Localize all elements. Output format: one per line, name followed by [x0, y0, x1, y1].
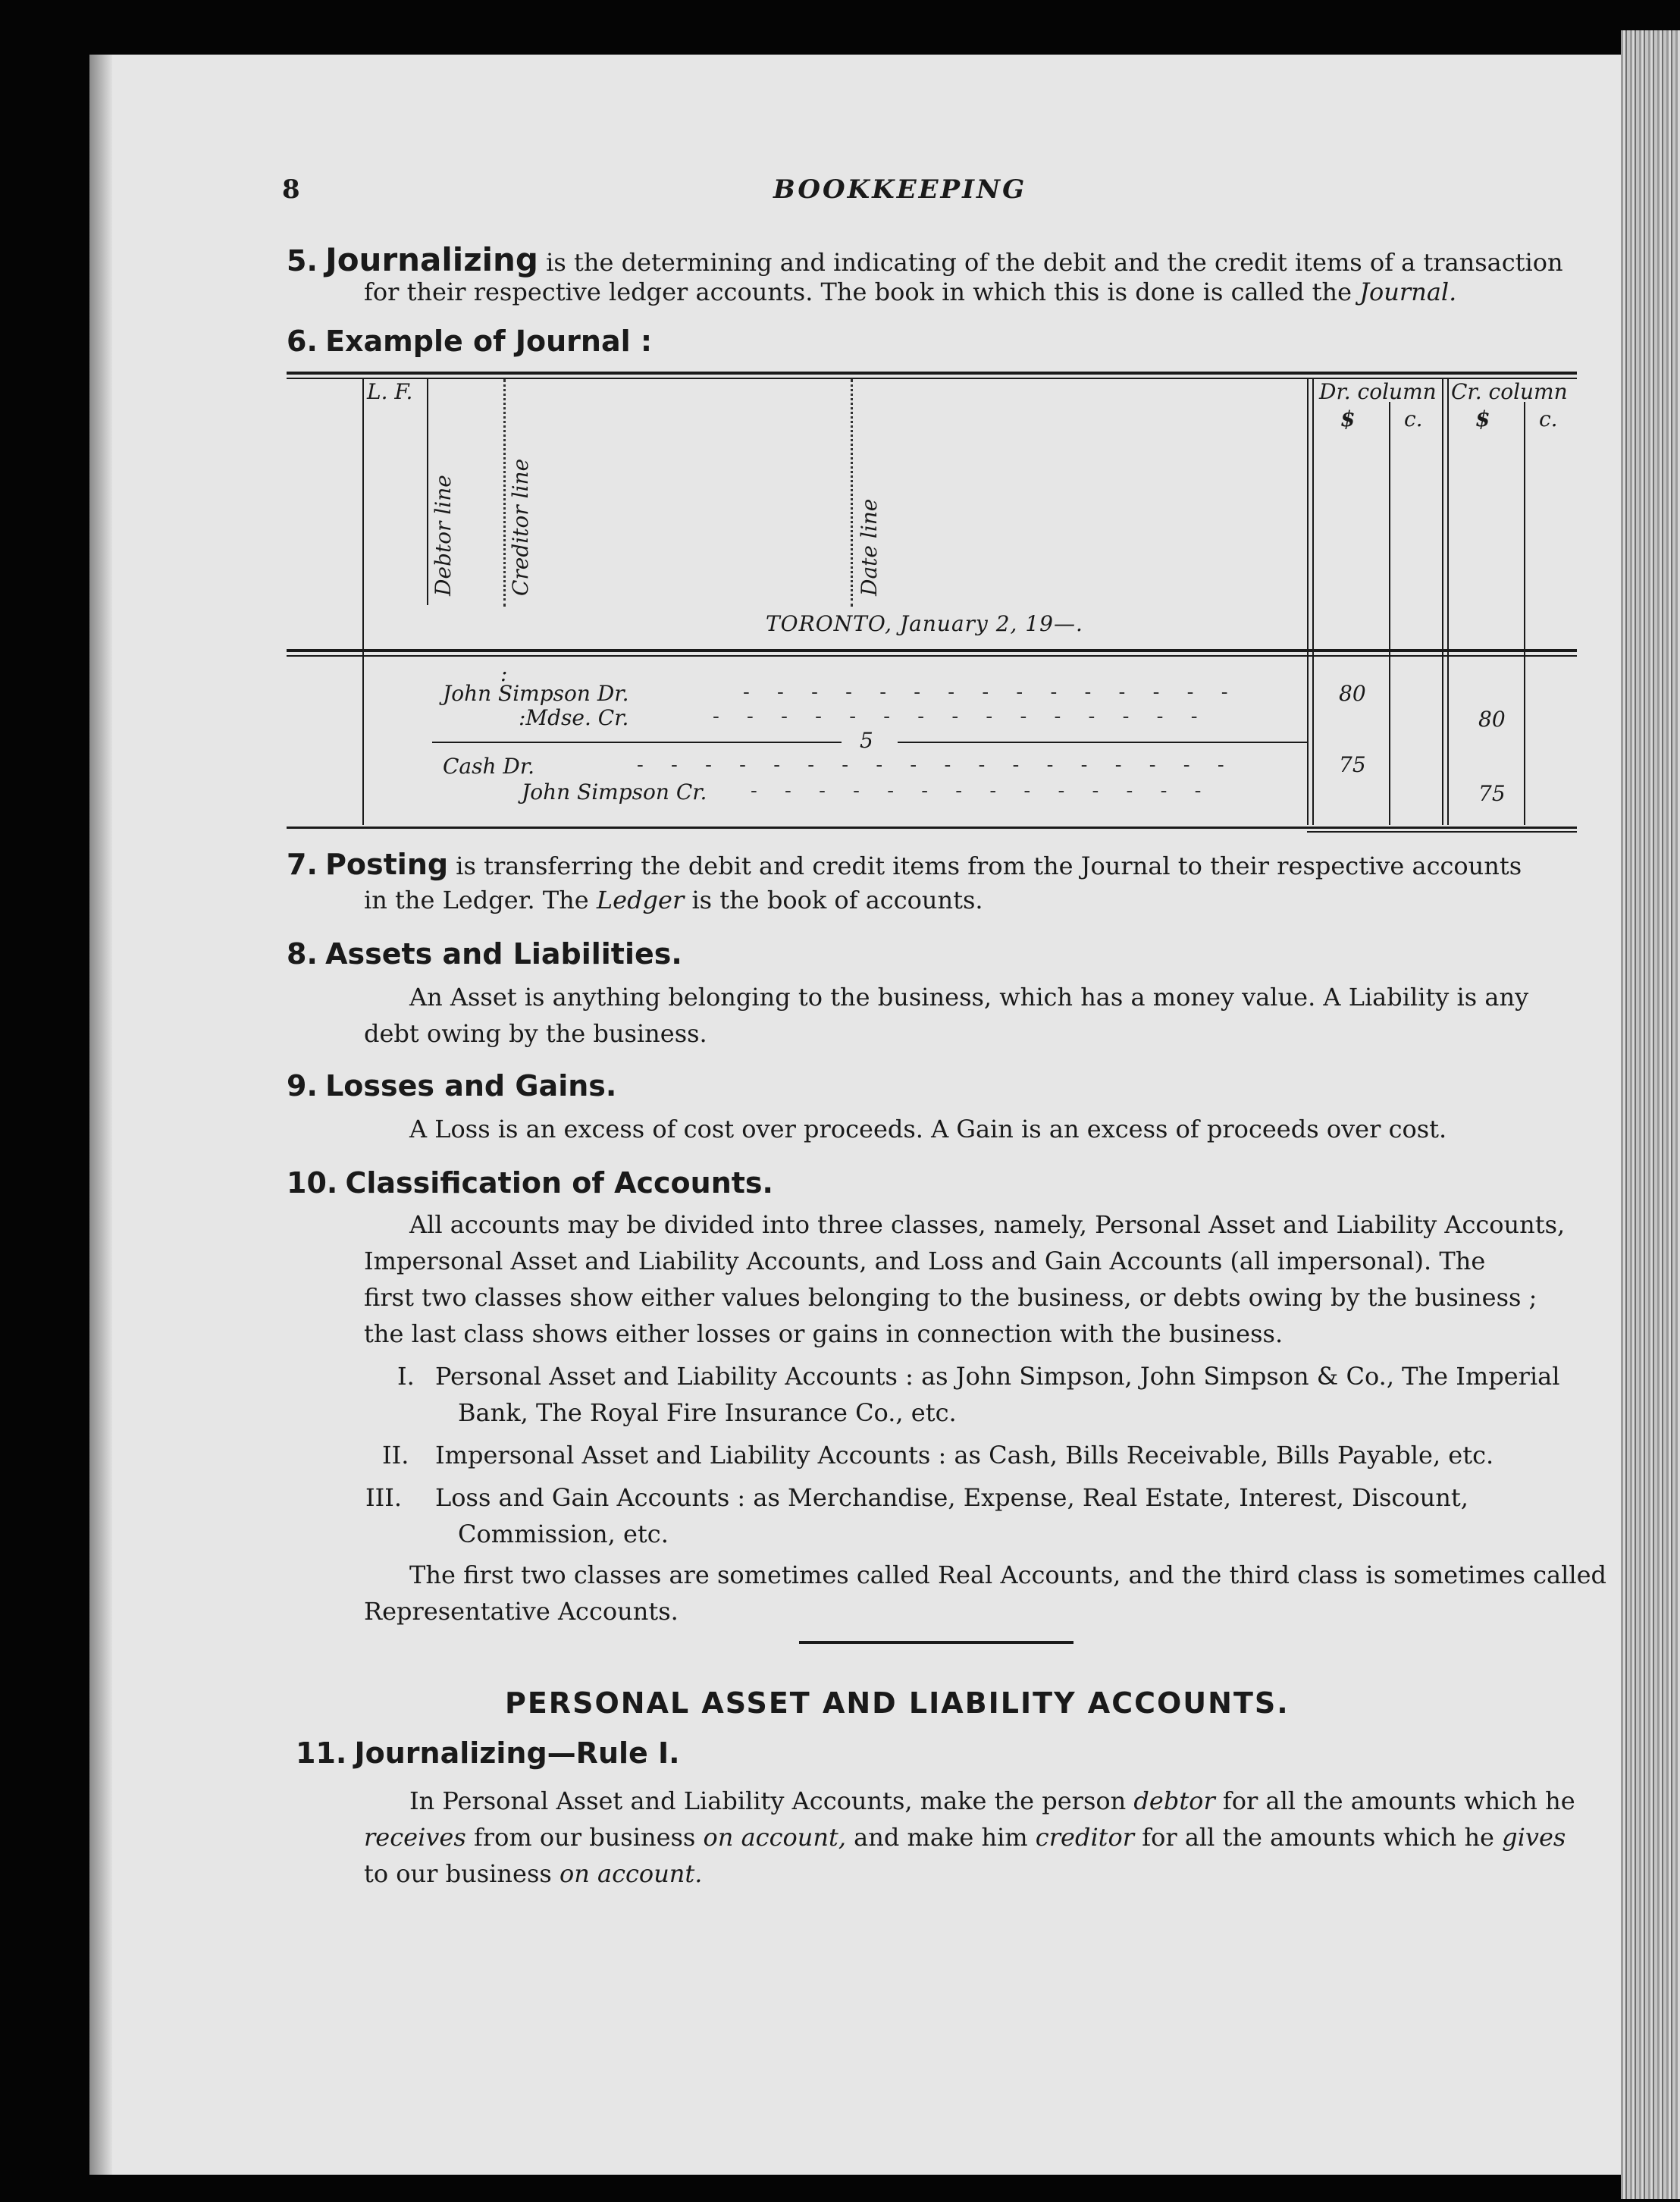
section-5-line-2	[364, 278, 1456, 306]
journal-row-4-text: John Simpson Cr.	[522, 779, 707, 805]
class-ii-number: II.	[382, 1441, 409, 1470]
section-text: for all the amounts which he	[1222, 1786, 1575, 1815]
section-10-heading	[287, 1166, 773, 1200]
cr-dollars-header: $	[1475, 406, 1490, 431]
section-11-line-1	[409, 1786, 1575, 1815]
section-9-line-1: A Loss is an excess of cost over proceeds. A Gain is an excess of proceeds over cost.	[409, 1115, 1447, 1143]
running-head: BOOKKEEPING	[773, 174, 1027, 205]
section-11-heading	[296, 1736, 680, 1770]
page-number: 8	[282, 174, 300, 205]
journal-row-3-text: Cash Dr.	[443, 754, 535, 779]
creditor-line-label: Creditor line	[508, 458, 533, 596]
section-title: Classification of Accounts.	[345, 1166, 773, 1200]
date-line-label: Date line	[857, 498, 882, 596]
section-number: 6.	[287, 325, 318, 358]
section-heading: PERSONAL ASSET AND LIABILITY ACCOUNTS.	[505, 1686, 1290, 1720]
section-title: Journalizing—Rule I.	[354, 1736, 680, 1770]
section-title: Journalizing	[325, 241, 538, 278]
section-6-heading	[287, 325, 652, 358]
emphasis-text: Ledger	[596, 886, 685, 914]
section-text: to our business	[364, 1859, 552, 1888]
lf-column-header: L. F.	[367, 379, 413, 404]
journal-row-1-text: John Simpson Dr.	[443, 681, 629, 706]
journal-date-heading: TORONTO, January 2, 19—.	[766, 611, 1083, 636]
section-10-para-1-line-4: the last class shows either losses or gains in connection with the business.	[364, 1319, 1284, 1348]
section-8-line-1: An Asset is anything belonging to the business, which has a money value. A Liability is any	[409, 983, 1529, 1012]
section-title: Posting	[325, 848, 449, 881]
dr-cents-header: c.	[1404, 406, 1423, 431]
section-10-para-1-line-2: Impersonal Asset and Liability Accounts, and Loss and Gain Accounts (all impersonal). The	[364, 1247, 1486, 1275]
section-title: Assets and Liabilities.	[325, 937, 682, 971]
section-5-line-1	[287, 241, 1563, 278]
class-i-line-1: Personal Asset and Liability Accounts : as John Simpson, John Simpson & Co., The Imperial	[435, 1362, 1560, 1391]
page-gutter	[89, 55, 112, 2175]
class-iii-number: III.	[365, 1483, 403, 1512]
section-title: Example of Journal :	[325, 325, 653, 358]
class-i-number: I.	[397, 1362, 415, 1391]
section-10-para-2-line-2: Representative Accounts.	[364, 1597, 679, 1626]
section-text: In Personal Asset and Liability Accounts, make the person	[409, 1786, 1127, 1815]
section-number: 11.	[296, 1736, 347, 1770]
section-text: is the book of accounts.	[691, 886, 983, 914]
class-iii-line-2: Commission, etc.	[458, 1520, 669, 1548]
section-number: 8.	[287, 937, 318, 971]
emphasis-text: Journal.	[1359, 278, 1457, 306]
emphasis-text: debtor	[1133, 1786, 1215, 1815]
cr-cents-header: c.	[1539, 406, 1558, 431]
section-11-line-3	[364, 1859, 702, 1888]
class-iii-line-1: Loss and Gain Accounts : as Merchandise, Expense, Real Estate, Interest, Discount,	[435, 1483, 1468, 1512]
journal-row-3-dr: 75	[1339, 752, 1366, 777]
section-number: 10.	[287, 1166, 338, 1200]
dr-column-header: Dr. column	[1319, 379, 1437, 404]
page-edge	[1621, 30, 1680, 2199]
section-number: 9.	[287, 1069, 318, 1103]
section-text: is transferring the debit and credit items from the Journal to their respective accounts	[456, 852, 1522, 880]
section-9-heading	[287, 1069, 616, 1103]
section-10-para-1-line-3: first two classes show either values belonging to the business, or debts owing by the business ;	[364, 1283, 1537, 1312]
section-title: Losses and Gains.	[325, 1069, 617, 1103]
emphasis-text: receives	[364, 1823, 466, 1852]
section-8-line-2: debt owing by the business.	[364, 1019, 707, 1048]
emphasis-text: on account.	[559, 1859, 703, 1888]
journal-row-2-text: :Mdse. Cr.	[519, 705, 629, 730]
cr-column-header: Cr. column	[1451, 379, 1568, 404]
section-8-heading	[287, 937, 682, 971]
dr-dollars-header: $	[1340, 406, 1356, 431]
journal-row-4-cr: 75	[1478, 781, 1506, 806]
class-ii-line-1: Impersonal Asset and Liability Accounts : as Cash, Bills Receivable, Bills Payable, etc.	[435, 1441, 1494, 1470]
section-7-line-1	[287, 848, 1522, 881]
journal-row-2-cr: 80	[1478, 707, 1506, 732]
section-11-line-2	[364, 1823, 1566, 1852]
section-text: for all the amounts which he	[1142, 1823, 1494, 1852]
section-text: from our business	[473, 1823, 696, 1852]
section-text: in the Ledger. The	[364, 886, 589, 914]
emphasis-text: gives	[1502, 1823, 1566, 1852]
section-7-line-2	[364, 886, 983, 914]
entry-number: 5	[860, 728, 873, 753]
section-text: and make him	[854, 1823, 1028, 1852]
journal-row-1-dr: 80	[1339, 681, 1366, 706]
class-i-line-2: Bank, The Royal Fire Insurance Co., etc.	[458, 1398, 957, 1427]
section-10-para-2-line-1: The first two classes are sometimes called Real Accounts, and the third class is sometimes called	[409, 1561, 1606, 1589]
section-text: is the determining and indicating of the debit and the credit items of a transaction	[546, 248, 1563, 277]
section-number: 5.	[287, 244, 318, 278]
emphasis-text: creditor	[1035, 1823, 1135, 1852]
emphasis-text: on account,	[703, 1823, 846, 1852]
section-10-para-1-line-1: All accounts may be divided into three classes, namely, Personal Asset and Liability Accounts,	[409, 1210, 1566, 1239]
section-text: for their respective ledger accounts. The book in which this is done is called the	[364, 278, 1352, 306]
section-number: 7.	[287, 848, 318, 881]
debtor-line-label: Debtor line	[431, 475, 456, 596]
section-divider	[799, 1641, 1074, 1644]
